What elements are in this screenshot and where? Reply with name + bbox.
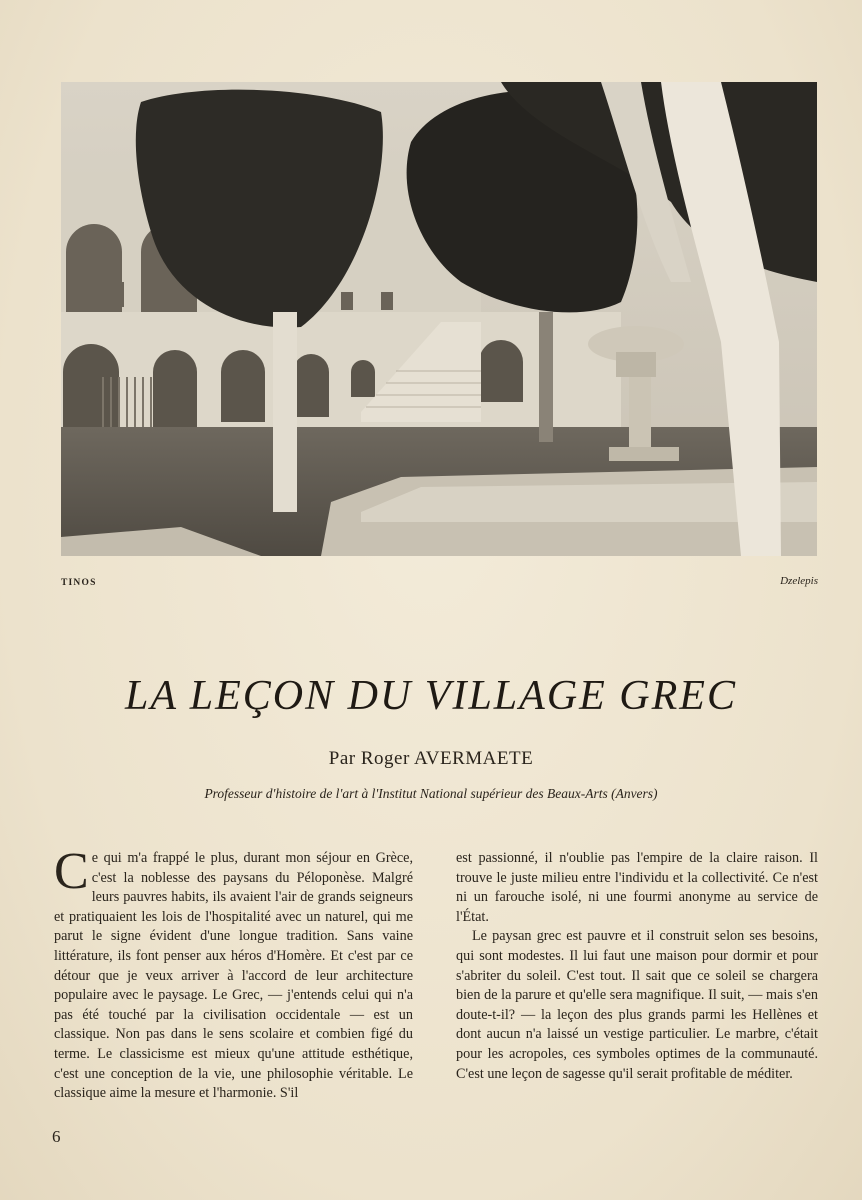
paragraph-text: e qui m'a frappé le plus, durant mon séjour en Grèce, c'est la noblesse des paysans du Péloponèse. Malgré leurs pauvres habits, ils avaient l'air de grands seigneurs et pratiquaient les lois de l'hospitalité avec un naturel, qui me parut le signe évident d'une longue tradition. Sans vaine littérature, ils font penser aux héros d'Homère. Et c'est par ce détour que je veux arriver à l'accord de leur architecture populaire avec le paysage. Le Grec, — j'entends celui qui n'a pas été touché par la civilisation occidentale — est un classique. Non pas dans le sens scolaire et combien figé du terme. Le classicisme est mieux qu'une attitude esthétique, c'est une conception de la vie, une philosophie véritable. Le classique aime la mesure et l'harmonie. S'il bbox=[54, 850, 413, 1102]
article-title: LA LEÇON DU VILLAGE GREC bbox=[125, 673, 737, 719]
author-line: Par Roger AVERMAETE bbox=[328, 748, 534, 769]
photo-credit: Dzelepis bbox=[780, 575, 818, 587]
drop-cap: C bbox=[54, 843, 89, 900]
text-column-left bbox=[54, 843, 413, 1104]
photo-illustration bbox=[61, 82, 817, 556]
text-column-right bbox=[456, 849, 818, 1084]
paragraph: Le paysan grec est pauvre et il construit selon ses besoins, qui sont modestes. Il lui faut une maison pour dormir et pour s'abriter du soleil. C'est tout. Il sait que ce soleil se chargera bien de la parure et qu'elle sera magnifique. Il suit, — mais s'en doute-t-il? — la leçon des plus grands parmi les Hellènes et dont aucun n'a laissé un vestige particulier. Le marbre, c'était pour les acropoles, ces symboles optimes de la communauté. C'est une leçon de sagesse qu'il serait profitable de méditer. bbox=[456, 928, 818, 1082]
paragraph: est passionné, il n'oublie pas l'empire de la claire raison. Il trouve le juste milieu entre l'individu et la collectivité. Ce n'est ni un farouche isolé, ni une fourmi anonyme au service de l'État. bbox=[456, 850, 818, 925]
paragraph bbox=[54, 843, 413, 1104]
courtyard-photograph bbox=[61, 82, 817, 556]
photo-location-caption: TINOS bbox=[61, 578, 97, 588]
page-number: 6 bbox=[52, 1127, 61, 1146]
author-affiliation: Professeur d'histoire de l'art à l'Institut National supérieur des Beaux-Arts (Anvers) bbox=[204, 786, 658, 801]
